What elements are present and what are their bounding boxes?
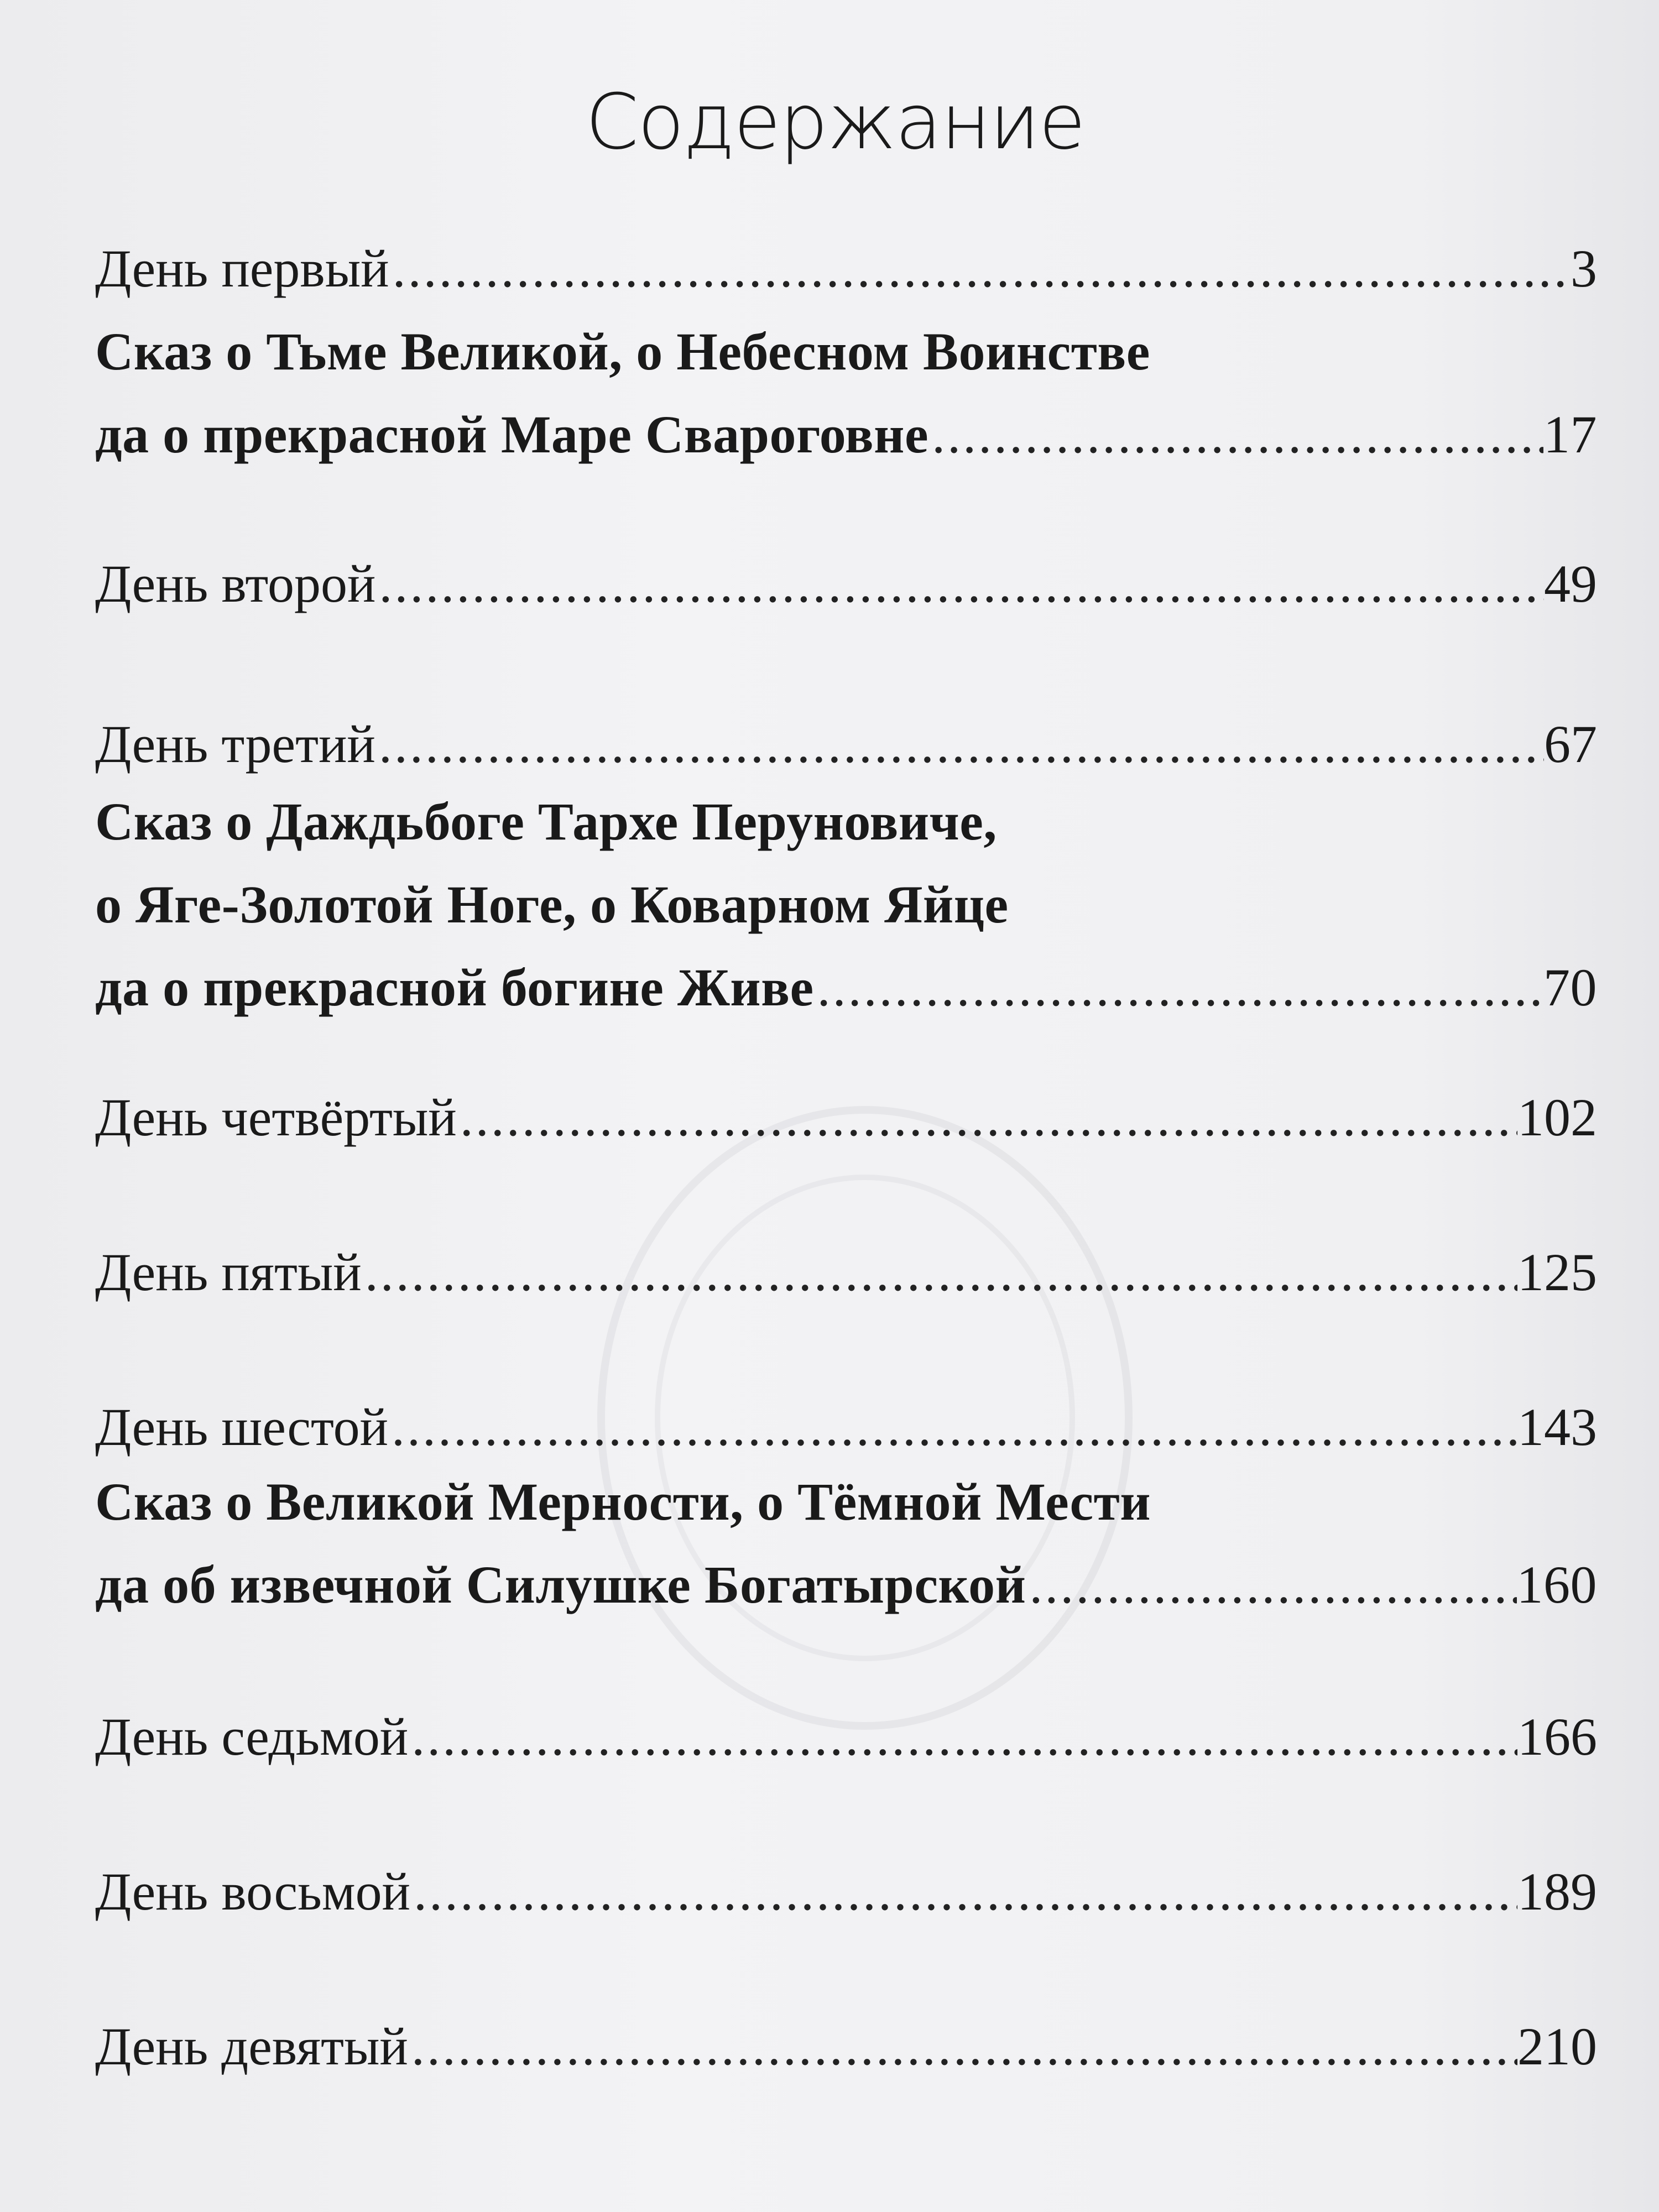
entry-title-line: Сказ о Великой Мерности, о Тёмной Мести bbox=[95, 1472, 1151, 1531]
toc-entry bbox=[95, 791, 1597, 1040]
entry-title-line: да об извечной Силушке Богатырской bbox=[95, 1555, 1026, 1614]
toc-entry bbox=[95, 1087, 1597, 1170]
page-number: 70 bbox=[1543, 958, 1597, 1017]
page-number: 49 bbox=[1544, 554, 1597, 613]
toc-entry bbox=[95, 2016, 1597, 2099]
entry-title-line: Сказ о Тьме Великой, о Небесном Воинстве bbox=[95, 322, 1150, 381]
leader-dots bbox=[928, 404, 1543, 465]
entry-title-line: День восьмой bbox=[95, 1862, 410, 1921]
leader-dots bbox=[814, 957, 1543, 1018]
entry-title-line: о Яге-Золотой Ноге, о Коварном Яйце bbox=[95, 875, 1009, 934]
toc-entry bbox=[95, 1861, 1597, 1944]
toc-entry bbox=[95, 238, 1597, 321]
page-number: 160 bbox=[1516, 1555, 1597, 1614]
page-number: 102 bbox=[1517, 1088, 1597, 1147]
toc-entry bbox=[95, 1706, 1597, 1789]
leader-dots bbox=[389, 238, 1571, 299]
leader-dots bbox=[1026, 1554, 1516, 1615]
entry-title-line: да о прекрасной богине Живе bbox=[95, 958, 814, 1017]
page-number: 67 bbox=[1544, 714, 1597, 774]
leader-dots bbox=[375, 553, 1544, 614]
entry-title-line: День девятый bbox=[95, 2017, 408, 2076]
toc-entry bbox=[95, 321, 1597, 487]
leader-dots bbox=[408, 2016, 1517, 2077]
toc-entry bbox=[95, 1396, 1597, 1479]
page-number: 143 bbox=[1517, 1397, 1597, 1457]
toc-entry bbox=[95, 713, 1597, 796]
toc-entry bbox=[95, 1471, 1597, 1637]
page-number: 189 bbox=[1517, 1862, 1597, 1921]
entry-title-line: День третий bbox=[95, 714, 375, 774]
leader-dots bbox=[375, 713, 1544, 775]
toc-entry bbox=[95, 553, 1597, 636]
page-number: 166 bbox=[1517, 1707, 1597, 1766]
entry-title-line: День шестой bbox=[95, 1397, 389, 1457]
leader-dots bbox=[362, 1241, 1517, 1303]
entry-title-line: День второй bbox=[95, 554, 376, 613]
toc-entry bbox=[95, 1241, 1597, 1324]
page-number: 210 bbox=[1517, 2017, 1597, 2076]
entry-title-line: День пятый bbox=[95, 1243, 362, 1302]
page-number: 125 bbox=[1517, 1243, 1597, 1302]
entry-title-line: Сказ о Даждьбоге Тархе Перуновиче, bbox=[95, 792, 997, 851]
leader-dots bbox=[457, 1087, 1517, 1148]
page-title: Содержание bbox=[585, 77, 1085, 166]
leader-dots bbox=[408, 1706, 1517, 1767]
leader-dots bbox=[388, 1396, 1517, 1458]
leader-dots bbox=[410, 1861, 1517, 1922]
page-number: 17 bbox=[1543, 405, 1597, 464]
entry-title-line: День четвёртый bbox=[95, 1088, 457, 1147]
page-number: 3 bbox=[1571, 239, 1597, 298]
entry-title-line: День седьмой bbox=[95, 1707, 409, 1766]
entry-title-line: День первый bbox=[95, 239, 389, 298]
entry-title-line: да о прекрасной Маре Свароговне bbox=[95, 405, 929, 464]
